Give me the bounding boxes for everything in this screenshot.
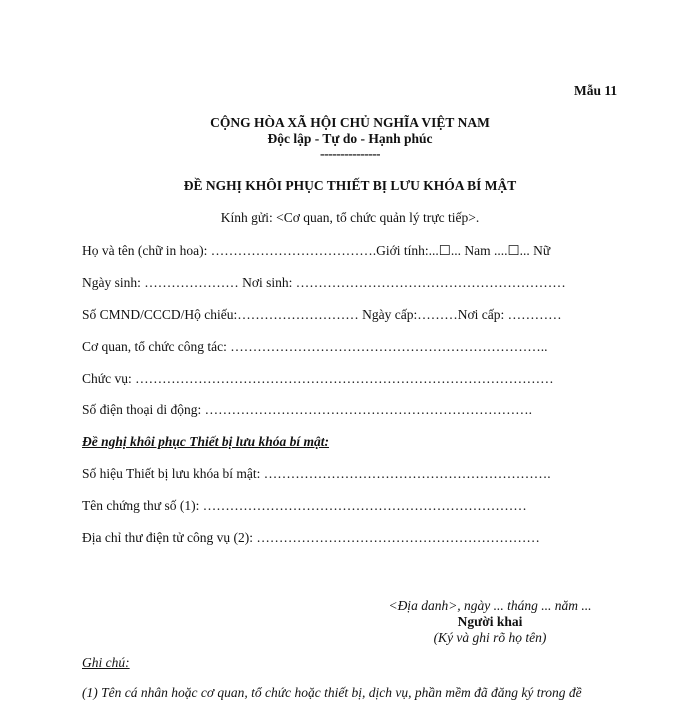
field-official-email: Địa chỉ thư điện tử công vụ (2): ……………………………………………………… [82, 530, 540, 545]
field-organization: Cơ quan, tổ chức công tác: …………………………………………………………….. [82, 339, 548, 354]
field-device-serial: Số hiệu Thiết bị lưu khóa bí mật: ………………………………………………………. [82, 466, 551, 481]
field-full-name-gender: Họ và tên (chữ in hoa): ……………………………….Giới tính:...☐... Nam ....☐... Nữ [82, 243, 551, 258]
signature-note: (Ký và ghi rõ họ tên) [433, 630, 547, 645]
field-position: Chức vụ: ………………………………………………………………………………… [82, 371, 554, 386]
field-phone: Số điện thoại di động: ………………………………………………………………. [82, 402, 532, 417]
form-id: Mẫu 11 [574, 83, 618, 98]
form-title: ĐỀ NGHỊ KHÔI PHỤC THIẾT BỊ LƯU KHÓA BÍ MẬT [183, 178, 517, 193]
recipient-line: Kính gửi: <Cơ quan, tổ chức quản lý trực tiếp>. [220, 210, 480, 225]
request-heading: Đề nghị khôi phục Thiết bị lưu khóa bí mật: [82, 434, 330, 449]
field-certificate-name: Tên chứng thư số (1): ……………………………………………………………… [82, 498, 527, 513]
note-item-1: (1) Tên cá nhân hoặc cơ quan, tổ chức hoặc thiết bị, dịch vụ, phần mềm đã đăng ký trong đề [82, 685, 582, 700]
field-id-document: Số CMND/CCCD/Hộ chiếu:……………………… Ngày cấp:………Nơi cấp: ………… [82, 307, 562, 322]
notes-heading: Ghi chú: [82, 655, 130, 670]
place-date-line: <Địa danh>, ngày ... tháng ... năm ... [388, 598, 592, 613]
national-motto: Độc lập - Tự do - Hạnh phúc [267, 131, 433, 146]
field-birth-info: Ngày sinh: ………………… Nơi sinh: …………………………………………………… [82, 275, 566, 290]
declarant-label: Người khai [457, 614, 523, 629]
national-title: CỘNG HÒA XÃ HỘI CHỦ NGHĨA VIỆT NAM [210, 115, 490, 130]
motto-separator: --------------- [320, 146, 380, 161]
